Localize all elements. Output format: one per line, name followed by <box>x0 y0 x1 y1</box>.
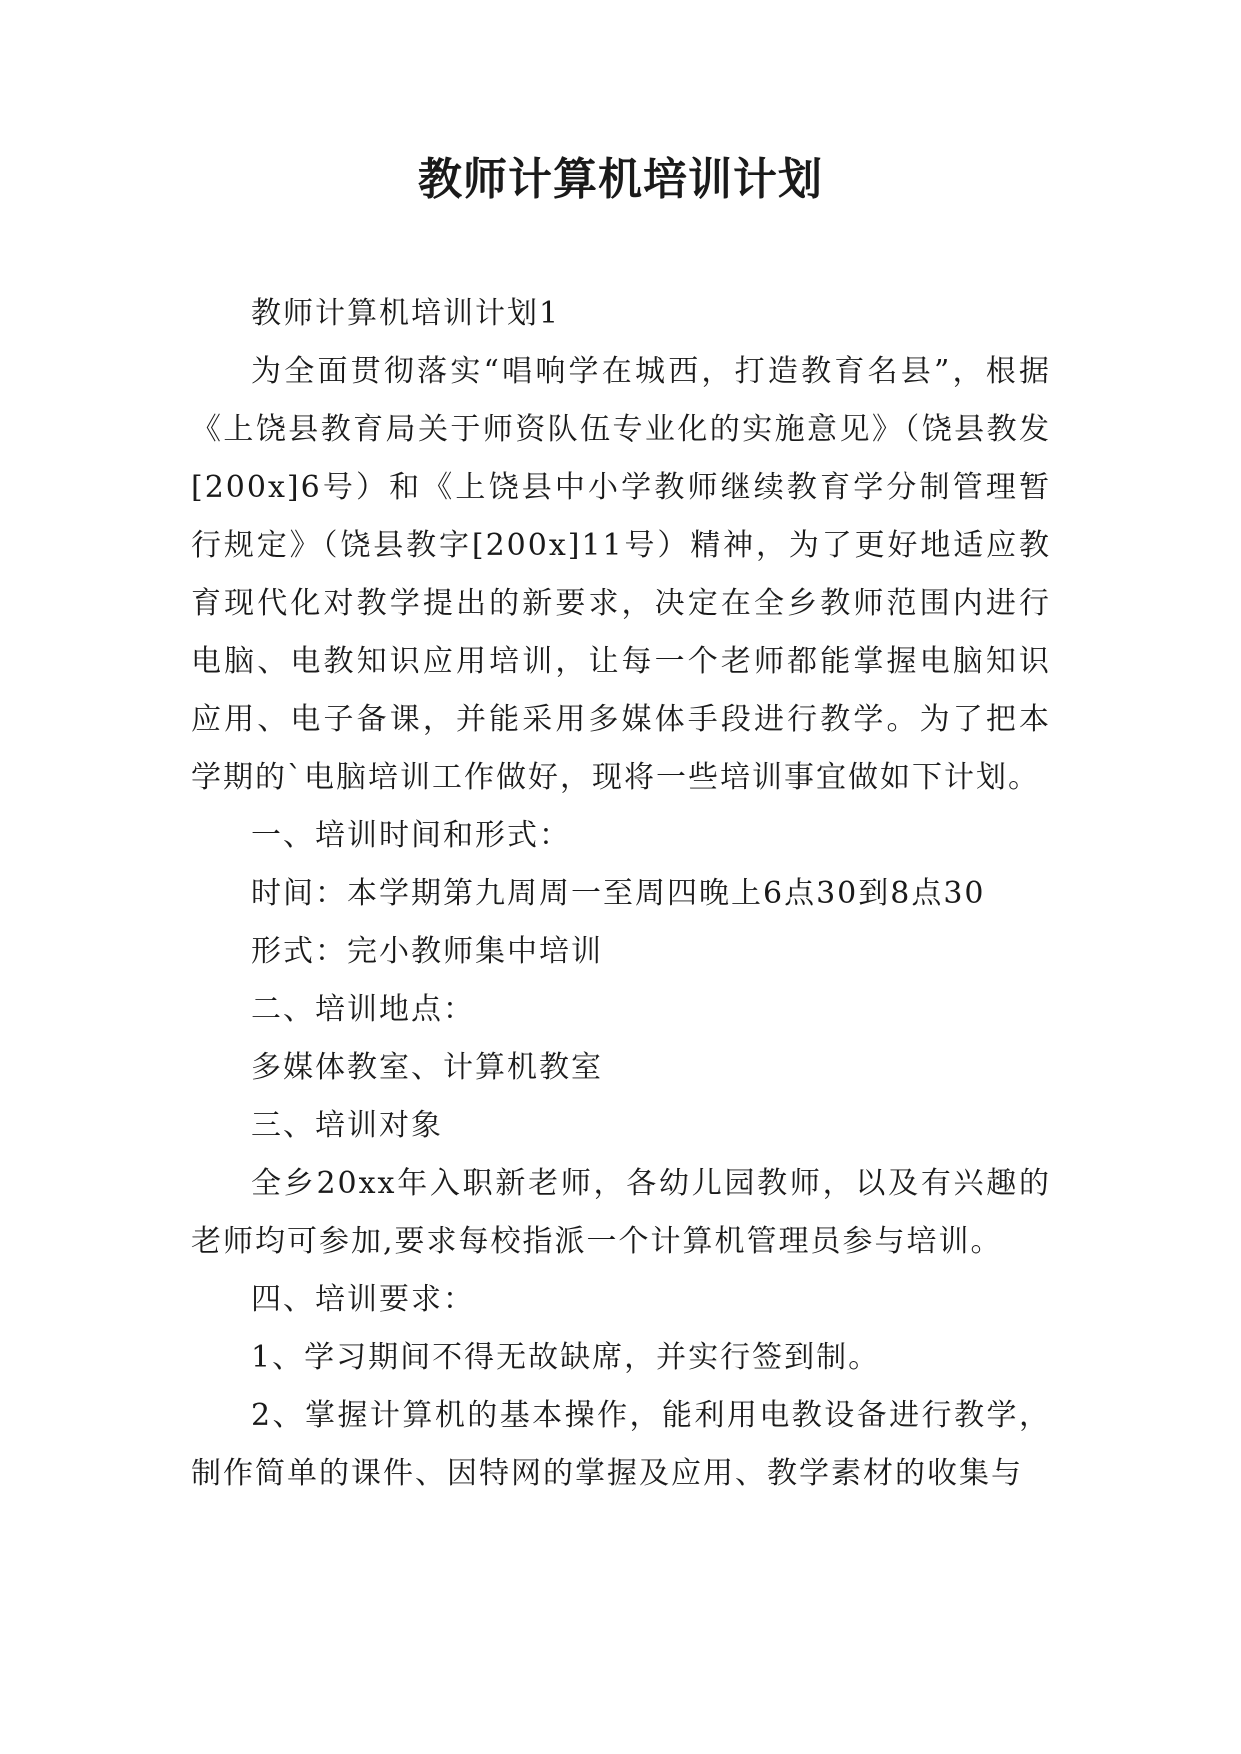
section-heading-requirements: 四、培训要求： <box>251 1282 475 1317</box>
form-line: 形式：完小教师集中培训 <box>251 934 603 969</box>
section-heading-time-form: 一、培训时间和形式： <box>251 818 571 853</box>
intro-paragraph: 为全面贯彻落实“唱响学在城西，打造教育名县”，根据《上饶县教育局关于师资队伍专业化的实施意见》（饶县教发[200x]6号）和《上饶县中小学教师继续教育学分制管理暂行规定》（饶县教字[200x]11号）精神，为了更好地适应教育现代化对教学提出的新要求，决定在全乡教师范围内进行电脑、电教知识应用培训，让每一个老师都能掌握电脑知识应用、电子备课，并能采用多媒体手段进行教学。为了把本学期的`电脑培训工作做好，现将一些培训事宜做如下计划。 <box>191 354 1051 795</box>
document-title: 教师计算机培训计划 <box>418 154 823 205</box>
section-heading-plan-1: 教师计算机培训计划1 <box>251 296 561 331</box>
location-line: 多媒体教室、计算机教室 <box>251 1050 603 1085</box>
time-line: 时间：本学期第九周周一至周四晚上6点30到8点30 <box>251 876 986 911</box>
document-body <box>191 285 1051 1503</box>
section-heading-audience: 三、培训对象 <box>251 1108 443 1143</box>
audience-paragraph: 全乡20xx年入职新老师，各幼儿园教师，以及有兴趣的老师均可参加,要求每校指派一个计算机管理员参与培训。 <box>191 1166 1051 1259</box>
section-heading-location: 二、培训地点： <box>251 992 475 1027</box>
requirement-item-1: 1、学习期间不得无故缺席，并实行签到制。 <box>251 1340 881 1375</box>
requirement-item-2: 2、掌握计算机的基本操作，能利用电教设备进行教学，制作简单的课件、因特网的掌握及应用、教学素材的收集与 <box>191 1398 1051 1491</box>
